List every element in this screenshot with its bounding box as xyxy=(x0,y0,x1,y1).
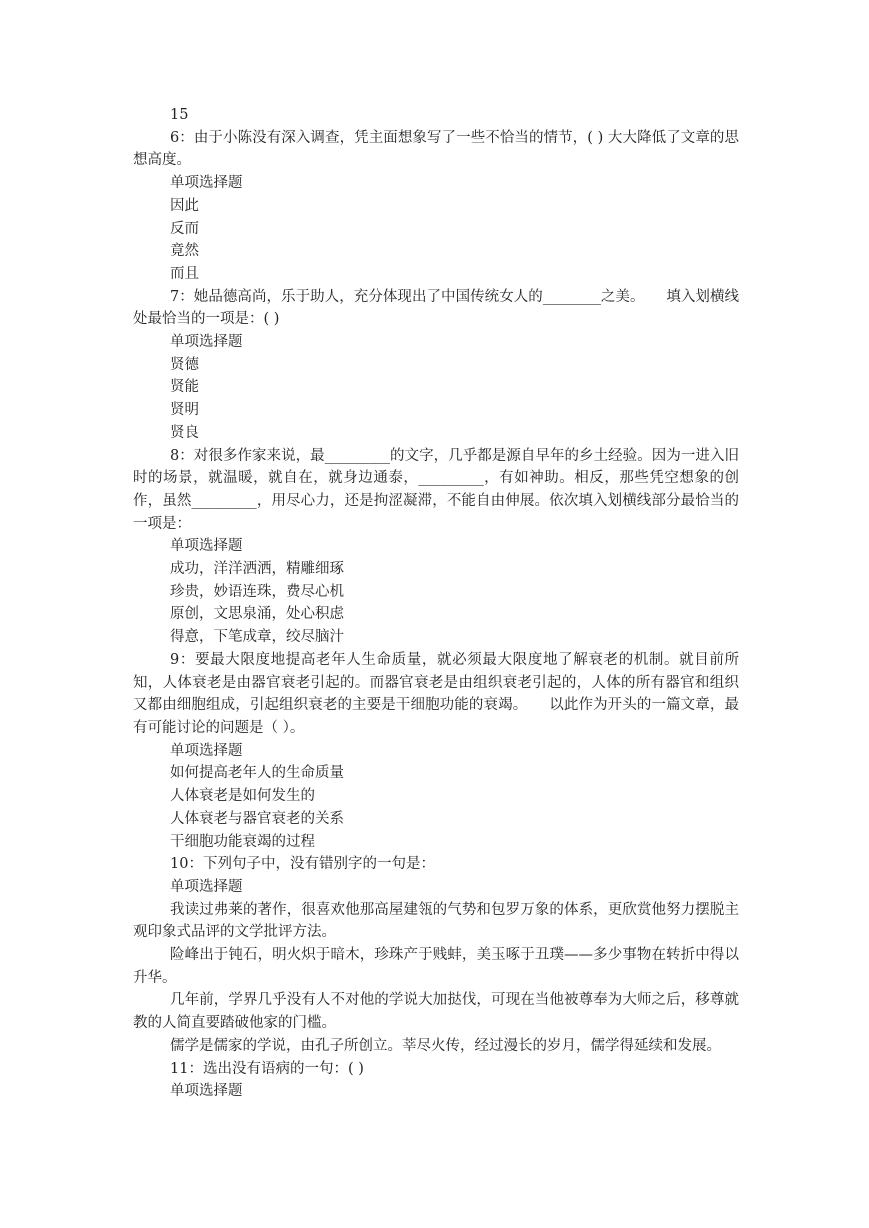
question-11-type: 单项选择题 xyxy=(170,1083,243,1100)
question-11-stem: 11：选出没有语病的一句：( ) xyxy=(170,1060,364,1077)
question-7-type: 单项选择题 xyxy=(170,334,243,351)
question-7-stem: 7：她品德高尚，乐于助人，充分体现出了中国传统女人的________之美。 填入划横线处最恰当的一项是：( ) xyxy=(133,288,739,328)
question-10-option-c: 几年前，学界几乎没有人不对他的学说大加挞伐，可现在当他被尊奉为大师之后，移尊就教的人简直要踏破他家的门槛。 xyxy=(133,992,739,1032)
question-10-option-b: 险峰出于钝石，明火炽于暗木，珍珠产于贱蚌，美玉啄于丑璞——多少事物在转折中得以升华。 xyxy=(133,947,739,986)
question-10-option-a: 我读过弗莱的著作，很喜欢他那高屋建瓴的气势和包罗万象的体系，更欣赏他努力摆脱主观印象式品评的文学批评方法。 xyxy=(133,901,739,941)
question-9-option-b: 人体衰老是如何发生的 xyxy=(170,788,315,805)
question-7-option-d: 贤良 xyxy=(170,424,199,441)
question-9-option-a: 如何提高老年人的生命质量 xyxy=(170,765,344,782)
question-8-option-a: 成功，洋洋洒洒，精雕细琢 xyxy=(170,561,344,578)
question-9-type: 单项选择题 xyxy=(170,742,243,759)
question-6-type: 单项选择题 xyxy=(170,175,243,192)
question-6-option-a: 因此 xyxy=(170,197,199,214)
question-6-option-c: 竟然 xyxy=(170,243,199,260)
question-7-option-a: 贤德 xyxy=(170,356,199,373)
question-7-option-c: 贤明 xyxy=(170,402,199,419)
question-6-option-d: 而且 xyxy=(170,265,199,282)
question-7-option-b: 贤能 xyxy=(170,379,199,396)
question-10-type: 单项选择题 xyxy=(170,878,243,895)
question-8-option-b: 珍贵，妙语连珠，费尽心机 xyxy=(170,583,344,600)
question-9-option-d: 干细胞功能衰竭的过程 xyxy=(170,833,315,850)
question-9-option-c: 人体衰老与器官衰老的关系 xyxy=(170,810,344,827)
question-10-stem: 10：下列句子中，没有错别字的一句是： xyxy=(170,856,435,873)
question-8-option-c: 原创，文思泉涌，处心积虑 xyxy=(170,606,344,623)
document-page xyxy=(133,104,739,1103)
page-number: 15 xyxy=(170,107,189,123)
question-8-type: 单项选择题 xyxy=(170,538,243,555)
question-8-stem: 8：对很多作家来说，最_________的文字，几乎都是源自早年的乡土经验。因为一进入旧时的场景，就温暖，就自在，就身边通泰，_________，有如神助。相反，那些凭空想象的创作，虽然_________，用尽心力，还是拘涩凝滞，不能自由伸展。依次填入划横线部分最恰当的一项是： xyxy=(133,447,739,532)
question-6-stem: 6：由于小陈没有深入调查，凭主面想象写了一些不恰当的情节，( ) 大大降低了文章的思想高度。 xyxy=(133,129,739,169)
question-9-stem: 9：要最大限度地提高老年人生命质量，就必须最大限度地了解衰老的机制。就目前所知，人体衰老是由器官衰老引起的。而器官衰老是由组织衰老引起的，人体的所有器官和组织又都由细胞组成，引起组织衰老的主要是干细胞功能的衰竭。 以此作为开头的一篇文章，最有可能讨论的问题是（ ）。 xyxy=(133,651,739,736)
question-10-option-d: 儒学是儒家的学说，由孔子所创立。莘尽火传，经过漫长的岁月，儒学得延续和发展。 xyxy=(170,1037,721,1054)
question-8-option-d: 得意，下笔成章，绞尽脑汁 xyxy=(170,629,344,646)
question-6-option-b: 反而 xyxy=(170,220,199,237)
